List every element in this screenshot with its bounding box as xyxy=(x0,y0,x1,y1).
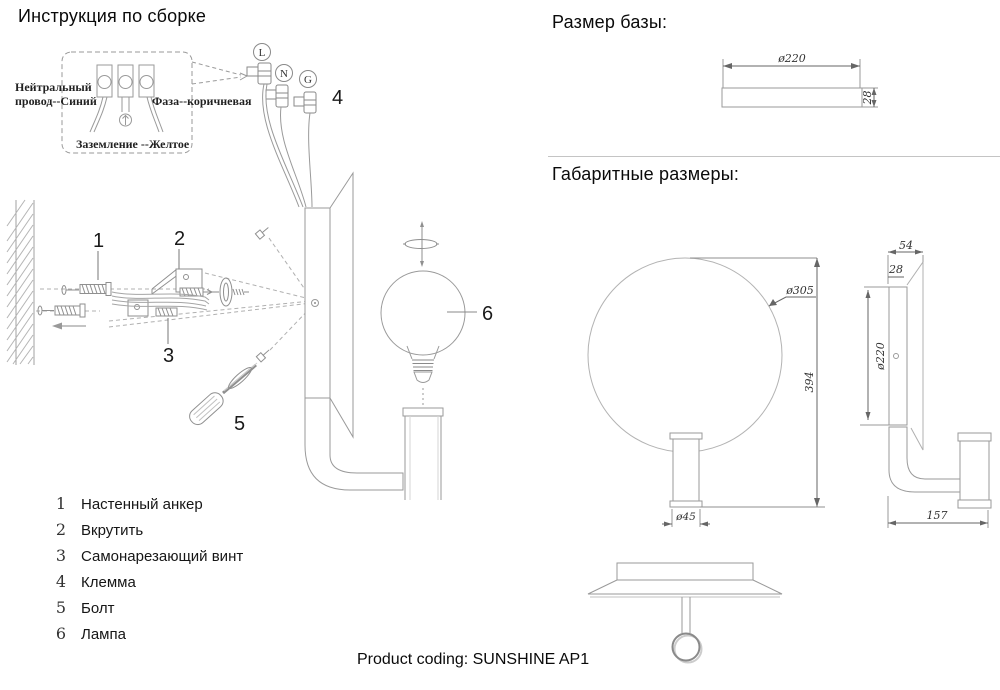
plate-thickness-dim: 28 xyxy=(889,263,903,276)
page-title: Инструкция по сборке xyxy=(18,6,207,26)
bolt-icon xyxy=(255,225,270,239)
callout-3: 3 xyxy=(163,345,175,367)
side-socket-icon xyxy=(958,433,991,508)
callout-2: 2 xyxy=(174,228,186,250)
phase-wire-label: Фаза--коричневая xyxy=(152,94,252,108)
front-view xyxy=(588,258,825,527)
front-socket-icon xyxy=(670,433,702,507)
legend-num: 6 xyxy=(55,624,67,643)
legend-label: Вкрутить xyxy=(81,522,144,539)
legend-label: Самонарезающий винт xyxy=(81,548,244,565)
bulb-icon xyxy=(381,271,465,406)
legend-label: Болт xyxy=(81,600,115,617)
callout-1: 1 xyxy=(93,230,105,252)
legend-num: 5 xyxy=(55,598,67,617)
plate-diameter-dim: ø220 xyxy=(874,342,887,370)
side-view xyxy=(860,239,991,528)
legend-label: Настенный анкер xyxy=(81,496,203,513)
arm-depth-dim: 157 xyxy=(926,509,948,522)
globe-diameter-dim: ø305 xyxy=(786,284,814,297)
backplate-icon xyxy=(305,208,330,398)
section-divider xyxy=(548,156,1000,157)
terminal-connector-l-icon xyxy=(247,63,271,84)
neutral-wire-label-line1: Нейтральный xyxy=(15,80,92,94)
base-size-drawing xyxy=(700,45,900,125)
legend-label: Лампа xyxy=(81,626,126,643)
parts-legend xyxy=(53,494,243,650)
side-arm-icon xyxy=(889,427,961,492)
legend-item xyxy=(53,572,243,598)
legend-item xyxy=(53,520,243,546)
callout-5: 5 xyxy=(234,413,246,435)
arm-icon xyxy=(305,398,403,490)
overall-dimensions-drawing xyxy=(540,200,1000,665)
base-size-heading: Размер базы: xyxy=(552,12,668,32)
base-diameter-dim: ø220 xyxy=(778,52,806,65)
bottom-view xyxy=(588,563,782,663)
wall-section xyxy=(7,200,34,365)
wall-lamp-body xyxy=(305,173,465,500)
socket-diameter-dim: ø45 xyxy=(676,511,696,523)
neutral-wire-label-line2: провод--Синий xyxy=(15,94,97,108)
legend-num: 3 xyxy=(55,546,67,565)
terminal-connector-n-icon xyxy=(266,85,288,107)
ground-wire-label: Заземление --Желтое xyxy=(76,137,190,151)
legend-item xyxy=(53,546,243,572)
legend-item xyxy=(53,598,243,624)
terminal-connector-g-icon xyxy=(294,92,316,113)
callout-6: 6 xyxy=(482,303,494,325)
screw-icon xyxy=(256,347,271,362)
wall-anchor-icons xyxy=(38,283,111,330)
socket-icon xyxy=(403,408,443,500)
product-coding: Product coding: SUNSHINE AP1 xyxy=(357,651,590,668)
side-shade-icon xyxy=(907,262,923,450)
backplate-shade-icon xyxy=(330,173,353,437)
legend-item xyxy=(53,624,243,650)
screwdriver-icon xyxy=(187,347,272,427)
globe-icon xyxy=(588,258,782,452)
overall-size-heading: Габаритные размеры: xyxy=(552,164,740,184)
legend-item xyxy=(53,494,243,520)
legend-label: Клемма xyxy=(81,574,136,591)
total-height-dim: 394 xyxy=(803,371,816,393)
insert-arrow-icon xyxy=(52,323,62,330)
legend-num: 4 xyxy=(55,572,67,591)
terminal-l-label: L xyxy=(258,47,266,59)
base-thickness-dim: 28 xyxy=(861,90,874,105)
assembly-diagram xyxy=(0,40,540,500)
rotate-indicator-icon xyxy=(403,221,439,267)
legend-num: 2 xyxy=(55,520,67,539)
legend-num: 1 xyxy=(55,494,67,513)
terminal-g-label: G xyxy=(304,74,312,86)
callout-4: 4 xyxy=(332,87,344,109)
depth-top-dim: 54 xyxy=(899,239,913,252)
terminal-n-label: N xyxy=(280,68,288,80)
